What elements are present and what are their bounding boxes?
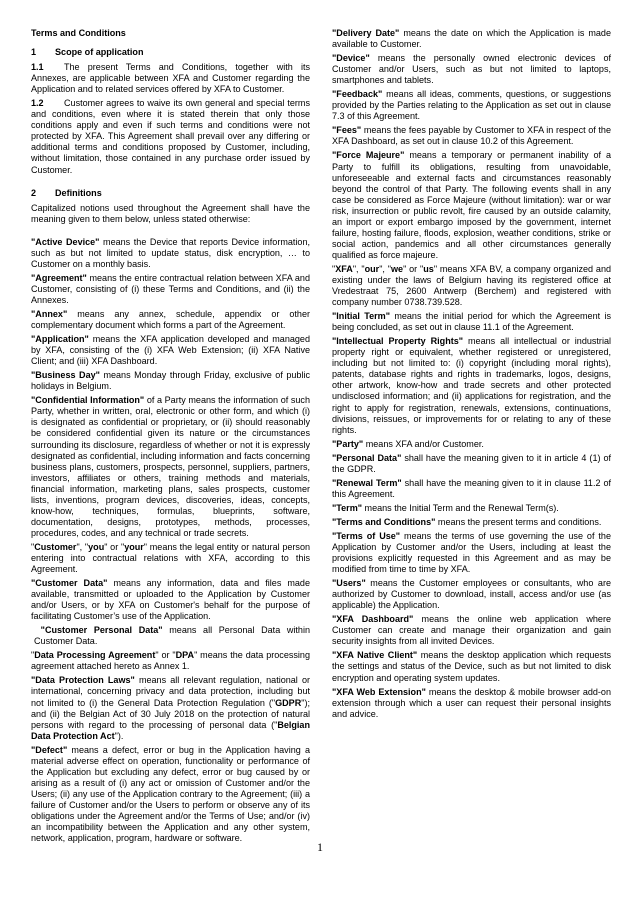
def-customer-personal-data: "Customer Personal Data" means all Personal Data within Customer Data. bbox=[34, 625, 311, 647]
def-defect: "Defect" means a defect, error or bug in the Application having a material adverse effect on operation, functionality or performance of the Application but excluding any defect, error or bug caused by or arising as a result of (i) any act or omission of Customer and/or the Users; (ii) any use of the Application contrary to the Agreement; (iii) a failure of Customer and/or the Users to perform or observe any of its obligations under the Agreement and/or the Terms of Use; and/or (iv) an incompatibility between the Application and any other system, network, application, program, hardware or software. bbox=[31, 744, 310, 844]
def-terms-of-use: "Terms of Use" means the terms of use governing the use of the Application by Customer and/or the Users, including at least the provisions explicitly requested in this Agreement and as may be modified from time to time by XFA. bbox=[332, 530, 611, 575]
def-delivery-date: "Delivery Date" means the date on which the Application is made available to Customer. bbox=[332, 28, 611, 50]
def-force-majeure: "Force Majeure" means a temporary or permanent inability of a Party to fulfill its obligations, resulting from unavoidable, unforeseeable and external facts and circumstances reasonably beyond the control of that Party. The following events shall in any case be considered as Force Majeure (without limitation): war or war risk, insurrection or public revolt, fire caused by an outside calamity, an import or export embargo imposed by the government, internet failure, hosting failure, floods, explosion, weather conditions, strike or social action, pandemics and all other circumstances generally qualified as force majeure. bbox=[332, 150, 612, 260]
def-party: "Party" means XFA and/or Customer. bbox=[332, 438, 484, 449]
def-agreement: "Agreement" means the entire contractual relation between XFA and Customer, consisting of (i) these Terms and Conditions, and (ii) the Annexes. bbox=[31, 272, 310, 305]
def-xfa-web-extension: "XFA Web Extension" means the desktop & mobile browser add-on extension through which a user can request their personal insights and advice. bbox=[332, 686, 611, 719]
def-application: "Application" means the XFA application developed and managed by XFA, consisting of the (i) XFA Web Extension; (ii) XFA Native Client; and (iii) XFA Dashboard. bbox=[31, 334, 310, 367]
clause-1-2: 1.2 Customer agrees to waive its own general and special terms and conditions, even where it is stated therein that only those conditions apply and even if such terms and conditions were not protected by XFA. This Agreement shall prevail over any differing or additional terms and conditions proposed by Customer, including, without limitation, those contained in any purchase order issued by Customer. bbox=[31, 98, 310, 175]
def-device: "Device" means the personally owned electronic devices of Customer and/or Users, such as but not limited to laptops, smartphones and tablets. bbox=[332, 53, 611, 86]
document-title: Terms and Conditions bbox=[31, 28, 126, 38]
def-xfa-native-client: "XFA Native Client" means the desktop application which requests the settings and status of the Device, such as but not limited to disk encryption and operating system updates. bbox=[332, 650, 611, 683]
section-2-heading: 2 Definitions bbox=[31, 187, 102, 198]
clause-1-1: 1.1 The present Terms and Conditions, together with its Annexes, are applicable between XFA and Customer regarding the Application and to related services offered by XFA to Customer. bbox=[31, 62, 310, 95]
definitions-intro: Capitalized notions used throughout the Agreement shall have the meaning given to them below, unless stated otherwise: bbox=[31, 202, 310, 224]
def-initial-term: "Initial Term" means the initial period for which the Agreement is being concluded, as set out in clause 11.1 of the Agreement. bbox=[332, 311, 611, 333]
def-xfa-dashboard: "XFA Dashboard" means the online web application where Customer can create and manage their organization and gain security insights from all invited Devices. bbox=[332, 614, 611, 647]
right-column bbox=[332, 28, 611, 723]
def-annex: "Annex" means any annex, schedule, appendix or other complementary document which forms a part of the Agreement. bbox=[31, 308, 310, 331]
def-users: "Users" means the Customer employees or consultants, who are authorized by Customer to download, install, access and/or use (as applicable) the Application. bbox=[332, 578, 611, 611]
def-customer: "Customer", "you" or "your" means the legal entity or natural person entering into contractual relations with XFA, according to this Agreement. bbox=[31, 541, 311, 575]
def-active-device: "Active Device" means the Device that reports Device information, such as but not limited to update status, disk encryption, … to Customer on a monthly basis. bbox=[31, 236, 310, 269]
def-term: "Term" means the Initial Term and the Renewal Term(s). bbox=[332, 502, 559, 513]
def-customer-data: "Customer Data" means any information, data and files made available, transmitted or uploaded to the Application by Customer and/or Users, or by XFA on Customer's behalf for the purpose of facilitating Customer’s use of the Application. bbox=[31, 578, 310, 622]
page-number: 1 bbox=[317, 840, 323, 854]
def-business-day: "Business Day" means Monday through Friday, exclusive of public holidays in Belgium. bbox=[31, 370, 310, 392]
left-column bbox=[31, 28, 310, 847]
def-xfa: "XFA", "our", "we" or "us" means XFA BV, a company organized and existing under the laws of Belgium having its registered office at Vredestraat 75, 2600 Antwerp (Berchem) and registered with company number 0738.739.528. bbox=[332, 263, 612, 308]
def-confidential-information: "Confidential Information" of a Party means the information of such Party, whether in written, oral, electronic or other form, and which (i) is designated as confidential or proprietary, or (ii) should reasonably be considered confidential given its nature or the circumstances surrounding its disclosure, regardless of whether or not it is expressly designated as confidential, including information and facts concerning business plans, customers, prospects, personnel, suppliers, partners, investors, affiliates or others, training methods and materials, financial information, marketing plans, sales prospects, customer lists, inventions, program devices, discoveries, ideas, concepts, know-how, techniques, formulas, blueprints, software, documentation, designs, prototypes, methods, processes, procedures, codes, and any technical or trade secrets. bbox=[31, 395, 310, 538]
def-data-protection-laws: "Data Protection Laws" means all relevant regulation, national or international, concerning privacy and data protection, including but not limited to (i) the General Data Protection Regulation ("GDPR"); and (ii) the Belgian Act of 30 July 2018 on the protection of natural persons with regard to the processing of personal data ("Belgian Data Protection Act"). bbox=[31, 675, 310, 741]
def-renewal-term: "Renewal Term" shall have the meaning given to it in clause 11.2 of this Agreement. bbox=[332, 477, 611, 499]
def-fees: "Fees" means the fees payable by Customer to XFA in respect of the XFA Dashboard, as set out in clause 10.2 of this Agreement. bbox=[332, 125, 611, 147]
def-personal-data: "Personal Data" shall have the meaning given to it in article 4 (1) of the GDPR. bbox=[332, 452, 611, 474]
def-terms-and-conditions: "Terms and Conditions" means the present terms and conditions. bbox=[332, 516, 602, 527]
def-feedback: "Feedback" means all ideas, comments, questions, or suggestions provided by the Parties relating to the Application as set out in clause 7.3 of this Agreement. bbox=[332, 89, 611, 122]
def-dpa: "Data Processing Agreement" or "DPA" means the data processing agreement attached hereto as Annex 1. bbox=[31, 650, 310, 672]
section-1-heading: 1 Scope of application bbox=[31, 47, 144, 58]
def-intellectual-property-rights: "Intellectual Property Rights" means all intellectual or industrial property right or equivalent, whether registered or unregistered, including but not limited to: (i) copyright (including moral rights), patents, database rights and rights in trademarks, logos, designs, other artwork, know-how and trade secrets and other protected undisclosed information; and (ii) applications for registration, and the right to apply for registration, renewals, extensions, continuations, divisions, reissues, or improvements for or relating to any of these rights. bbox=[332, 336, 611, 435]
